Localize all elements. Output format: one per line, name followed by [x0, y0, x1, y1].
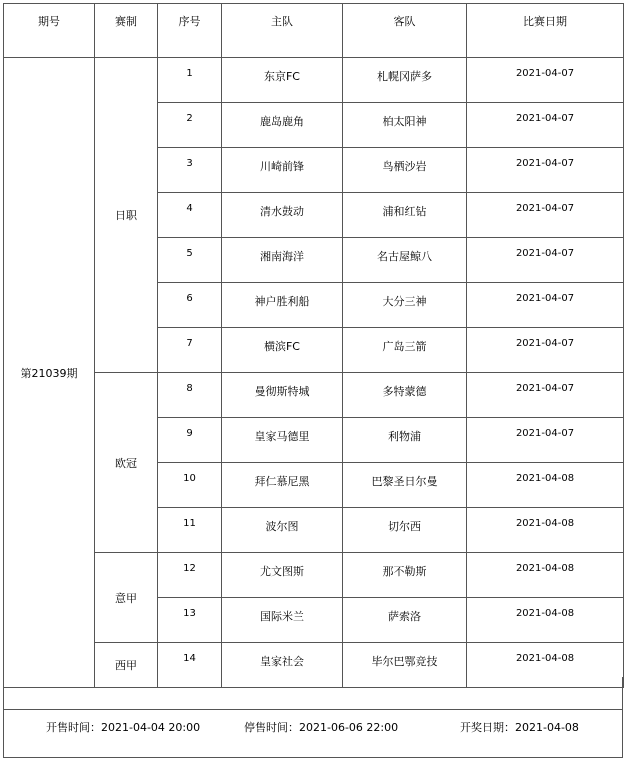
seq-cell: 1	[158, 58, 222, 103]
header-seq: 序号	[158, 4, 222, 58]
seq-cell: 9	[158, 418, 222, 463]
away-team-cell: 柏太阳神	[343, 103, 467, 148]
date-cell: 2021-04-07	[467, 418, 624, 463]
seq-cell: 10	[158, 463, 222, 508]
header-row	[4, 4, 624, 58]
home-team-cell: 川崎前锋	[222, 148, 343, 193]
league-cell: 意甲	[95, 553, 158, 643]
date-cell: 2021-04-07	[467, 103, 624, 148]
away-team-cell: 札幌冈萨多	[343, 58, 467, 103]
home-team-cell: 皇家马德里	[222, 418, 343, 463]
date-cell: 2021-04-07	[467, 373, 624, 418]
home-team-cell: 皇家社会	[222, 643, 343, 688]
home-team-cell: 神户胜利船	[222, 283, 343, 328]
date-cell: 2021-04-08	[467, 598, 624, 643]
home-team-cell: 尤文图斯	[222, 553, 343, 598]
away-team-cell: 巴黎圣日尔曼	[343, 463, 467, 508]
header-away: 客队	[343, 4, 467, 58]
away-team-cell: 名古屋鲸八	[343, 238, 467, 283]
seq-cell: 7	[158, 328, 222, 373]
match-row	[4, 553, 624, 598]
league-cell: 西甲	[95, 643, 158, 688]
home-team-cell: 鹿岛鹿角	[222, 103, 343, 148]
away-team-cell: 鸟栖沙岩	[343, 148, 467, 193]
header-date: 比赛日期	[467, 4, 624, 58]
date-cell: 2021-04-07	[467, 193, 624, 238]
match-row	[4, 373, 624, 418]
home-team-cell: 拜仁慕尼黑	[222, 463, 343, 508]
seq-cell: 4	[158, 193, 222, 238]
away-team-cell: 那不勒斯	[343, 553, 467, 598]
period-cell: 第21039期	[4, 58, 95, 688]
away-team-cell: 大分三神	[343, 283, 467, 328]
home-team-cell: 波尔图	[222, 508, 343, 553]
date-cell: 2021-04-08	[467, 643, 624, 688]
away-team-cell: 毕尔巴鄂竞技	[343, 643, 467, 688]
schedule-table	[3, 3, 624, 688]
away-team-cell: 浦和红钻	[343, 193, 467, 238]
home-team-cell: 湘南海洋	[222, 238, 343, 283]
draw-date: 开奖日期：2021-04-08	[460, 721, 579, 734]
seq-cell: 13	[158, 598, 222, 643]
seq-cell: 11	[158, 508, 222, 553]
seq-cell: 6	[158, 283, 222, 328]
away-team-cell: 切尔西	[343, 508, 467, 553]
date-cell: 2021-04-08	[467, 508, 624, 553]
seq-cell: 8	[158, 373, 222, 418]
match-row	[4, 58, 624, 103]
date-cell: 2021-04-07	[467, 238, 624, 283]
schedule-body	[4, 58, 624, 688]
date-cell: 2021-04-07	[467, 283, 624, 328]
league-cell: 欧冠	[95, 373, 158, 553]
home-team-cell: 清水鼓动	[222, 193, 343, 238]
home-team-cell: 国际米兰	[222, 598, 343, 643]
seq-cell: 2	[158, 103, 222, 148]
header-format: 赛制	[95, 4, 158, 58]
away-team-cell: 多特蒙德	[343, 373, 467, 418]
seq-cell: 12	[158, 553, 222, 598]
header-period: 期号	[4, 4, 95, 58]
away-team-cell: 广岛三箭	[343, 328, 467, 373]
seq-cell: 5	[158, 238, 222, 283]
date-cell: 2021-04-08	[467, 553, 624, 598]
league-cell: 日职	[95, 58, 158, 373]
sale-start-time: 开售时间：2021-04-04 20:00	[46, 721, 201, 734]
date-cell: 2021-04-07	[467, 58, 624, 103]
home-team-cell: 曼彻斯特城	[222, 373, 343, 418]
blank-row	[3, 677, 623, 710]
date-cell: 2021-04-07	[467, 328, 624, 373]
away-team-cell: 萨索洛	[343, 598, 467, 643]
seq-cell: 3	[158, 148, 222, 193]
home-team-cell: 东京FC	[222, 58, 343, 103]
date-cell: 2021-04-08	[467, 463, 624, 508]
header-home: 主队	[222, 4, 343, 58]
home-team-cell: 横滨FC	[222, 328, 343, 373]
away-team-cell: 利物浦	[343, 418, 467, 463]
sale-info-footer	[3, 709, 623, 758]
seq-cell: 14	[158, 643, 222, 688]
date-cell: 2021-04-07	[467, 148, 624, 193]
sale-stop-time: 停售时间：2021-06-06 22:00	[244, 721, 399, 734]
